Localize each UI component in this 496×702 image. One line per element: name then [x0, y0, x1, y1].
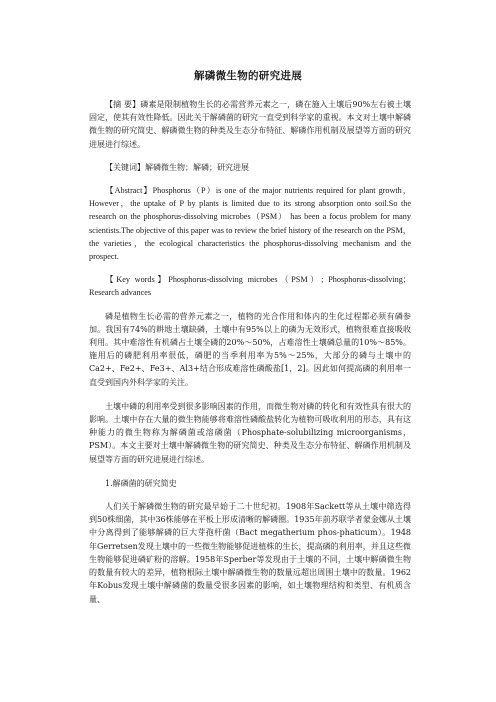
- section-heading-1: 1.解磷菌的研究简史: [105, 478, 177, 488]
- keywords-en: 【Key words】Phosphorus-dissolving microbes（PSM）; Phosphorus-dissolving；Research advances: [89, 275, 411, 298]
- intro-paragraph-1: 磷是植物生长必需的营养元素之一，植物的光合作用和体内的生化过程都必须有磷参加。我国有74%的耕地土壤缺磷，土壤中有95%以上的磷为无效形式，植物很难直接吸收利用。其中难溶性有机磷占土壤全磷的20%～50%，占难溶性土壤磷总量的10%～85%。施用后的磷肥利用率很低，磷肥的当季利用率为5%～25%，大部分的磷与土壤中的Ca2+、Fe2+、Fe3+、Al3+结合形成难溶性磷酸盐[1，2]。因此如何提高磷的利用率一直受到国内外科学家的关注。: [89, 311, 411, 387]
- section-1-paragraph-1: 人们关于解磷微生物的研究最早始于二十世纪初。1908年Sackett等从土壤中筛选得到50株细菌，其中36株能够在平板上形成清晰的解磷圈。1935年前苏联学者蒙金娜从土壤中分离得到了能够解磷的巨大芽孢杆菌（Bact megatherium phos-phaticum）。1948年Gerretsen发现土壤中的一些微生物能够促进植株的生长，提高磷的利用率，并且这些微生物能够促进磷矿粉的溶解。1958年Sperber等发现由于土壤的不同，土壤中解磷微生物的数量有较大的差异，植物根际土壤中解磷微生物的数量远超出周围土壤中的数量。1962年Kobus发现土壤中解磷菌的数量受很多因素的影响，如土壤物理结构和类型、有机质含量、: [89, 502, 411, 604]
- intro-paragraph-2: 土壤中磷的利用率受到很多影响因素的作用，而微生物对磷的转化和有效性具有很大的影响。土壤中存在大量的微生物能够将难溶性磷酸盐转化为植物可吸收利用的形态，具有这种能力的微生物称为解磷菌或溶磷菌（Phosphate-solubilizing microorganisms，PSM）。本文主要对土壤中解磷微生物的研究简史、种类及生态分布特征、解磷作用机制及展望等方面的研究进展进行综述。: [89, 401, 411, 464]
- abstract-en: 【Abstract】Phosphorus（P）is one of the major nutrients required for plant growth，However，the uptake of P by plants is limited due to its strong absorption onto soil.So the research on the phosphorus-dissolving microbes（PSM） has been a focus problem for many scientists.The objective of this paper was to review the brief history of the research on the PSM，the varieties，the ecological characteristics the phosphorus-dissolving mechanism and the prospect.: [89, 186, 411, 262]
- keywords-cn: 【关键词】解磷微生物；解磷；研究进展: [105, 162, 249, 172]
- document-body: [89, 98, 411, 616]
- document-title: 解磷微生物的研究进展: [194, 70, 302, 82]
- abstract-cn: 【摘 要】磷素是限制植物生长的必需营养元素之一，磷在施入土壤后90%左右被土壤固定，使其有效性降低。因此关于解磷菌的研究一直受到科学家的重视。本文对土壤中解磷微生物的研究简史、解磷微生物的种类及生态分布特征、解磷作用机制及展望等方面的研究进展进行综述。: [89, 100, 411, 149]
